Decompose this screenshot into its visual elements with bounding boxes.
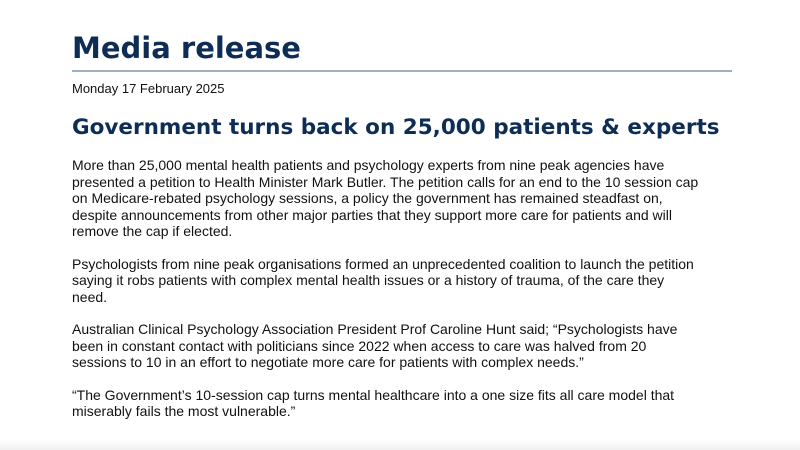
paragraph-line: been in constant contact with politicians since 2022 when access to care was halved from 20 [72,337,647,354]
media-release-page [72,28,732,436]
paragraph-line: More than 25,000 mental health patients and psychology experts from nine peak agencies have [72,157,665,173]
release-body [72,157,732,420]
paragraph-line: “The Government’s 10-session cap turns mental healthcare into a one size fits all care model that [72,386,675,403]
heading-divider [72,70,732,72]
page-bottom-fade [0,440,800,450]
page-heading: Media release [72,31,301,65]
paragraph-line: on Medicare-rebated psychology sessions, a policy the government has remained steadfast on, [72,190,663,206]
paragraph-line: despite announcements from other major parties that they support more care for patients and will [72,206,672,223]
paragraph-4 [72,387,732,420]
paragraph-line: Psychologists from nine peak organisations formed an unprecedented coalition to launch the petition [72,255,694,272]
paragraph-line: presented a petition to Health Minister Mark Butler. The petition calls for an end to the 10 session cap [72,173,699,190]
paragraph-line: need. [72,288,108,305]
paragraph-3 [72,321,732,371]
release-title: Government turns back on 25,000 patients & experts [72,115,720,140]
paragraph-line: saying it robs patients with complex mental health issues or a history of trauma, of the care they [72,272,665,288]
release-date: Monday 17 February 2025 [72,81,225,96]
paragraph-1 [72,157,732,240]
paragraph-line: sessions to 10 in an effort to negotiate more care for patients with complex needs.” [72,354,584,370]
paragraph-line: Australian Clinical Psychology Association President Prof Caroline Hunt said; “Psychologists have [72,321,678,337]
paragraph-line: miserably fails the most vulnerable.” [72,403,296,419]
paragraph-line: remove the cap if elected. [72,223,233,239]
paragraph-2 [72,256,732,306]
